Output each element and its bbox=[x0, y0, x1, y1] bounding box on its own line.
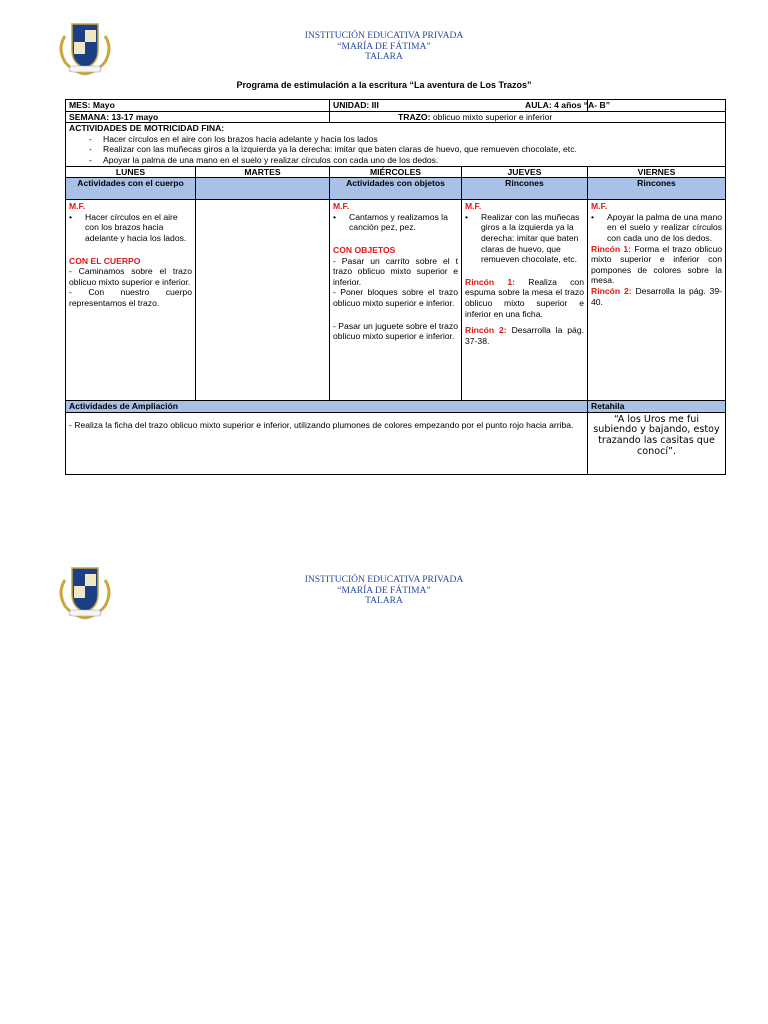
day-lunes: LUNES bbox=[66, 166, 196, 178]
ampliacion-header-row bbox=[66, 401, 726, 413]
info-row-1 bbox=[66, 100, 726, 112]
activities-row bbox=[66, 200, 726, 401]
category-martes bbox=[196, 178, 330, 200]
viernes-mf-label: M.F. bbox=[591, 201, 608, 212]
viernes-rincon-2 bbox=[591, 286, 722, 307]
category-viernes: Rincones bbox=[588, 178, 726, 200]
institution-line-3: TALARA bbox=[365, 596, 403, 606]
ampliacion-text: - Realiza la ficha del trazo oblicuo mixto superior e inferior, utilizando plumones de colores empezando por el punto rojo hacia arriba. bbox=[66, 412, 588, 474]
viernes-rincon-2-text: Desarrolla la pág. 39-40. bbox=[591, 285, 722, 307]
miercoles-line-3: - Pasar un juguete sobre el trazo oblicuo mixto superior e inferior. bbox=[333, 320, 458, 342]
lunes-line-2: - Con nuestro cuerpo representamos el trazo. bbox=[69, 287, 192, 308]
day-martes: MARTES bbox=[196, 166, 330, 178]
trazo-cell bbox=[330, 111, 726, 123]
day-miercoles: MIÉRCOLES bbox=[330, 166, 462, 178]
institution-line-3: TALARA bbox=[365, 52, 403, 62]
lunes-mf-label: M.F. bbox=[69, 201, 86, 212]
trazo-label: TRAZO: bbox=[398, 111, 431, 122]
aula-label: AULA: 4 años “A- B” bbox=[525, 100, 610, 110]
lunes-activities bbox=[66, 200, 196, 401]
viernes-rincon-1-text: Forma el trazo oblicuo mixto superior e inferior con pompones de colores sobre la mesa. bbox=[591, 243, 723, 286]
institution-line-1: INSTITUCIÓN EDUCATIVA PRIVADA bbox=[304, 575, 464, 585]
miercoles-mf-label: M.F. bbox=[333, 201, 350, 212]
miercoles-activities bbox=[330, 200, 462, 401]
header-top bbox=[0, 18, 768, 88]
unidad-cell: UNIDAD: III bbox=[330, 100, 588, 112]
semana-cell: SEMANA: 13-17 mayo bbox=[66, 111, 330, 123]
motricidad-item: - Hacer círculos en el aire con los brazos hacia adelante y hacia los lados bbox=[89, 134, 722, 145]
retahila-title: Retahila bbox=[588, 401, 726, 413]
jueves-rincon-1 bbox=[465, 277, 584, 319]
bullet-dot-icon: • bbox=[591, 211, 595, 222]
viernes-bullet bbox=[591, 212, 722, 244]
miercoles-bullet bbox=[333, 212, 458, 233]
jueves-bullet bbox=[465, 212, 584, 265]
lunes-section-title: CON EL CUERPO bbox=[69, 255, 141, 266]
aula-cell bbox=[525, 100, 726, 112]
lesson-plan-table bbox=[65, 99, 726, 475]
miercoles-bullet-text: Cantamos y realizamos la canción pez, pez. bbox=[349, 211, 448, 233]
institution-name bbox=[0, 31, 768, 63]
ampliacion-title: Actividades de Ampliación bbox=[66, 401, 588, 413]
viernes-rincon-2-label: Rincón 2: bbox=[591, 285, 632, 296]
lunes-bullet-text: Hacer círculos en el aire con los brazos hacia adelante y hacia los lados. bbox=[85, 211, 187, 243]
day-jueves: JUEVES bbox=[462, 166, 588, 178]
viernes-rincon-1-label: Rincón 1: bbox=[591, 243, 632, 254]
categories-row bbox=[66, 178, 726, 200]
jueves-activities bbox=[462, 200, 588, 401]
lunes-bullet bbox=[69, 212, 192, 244]
category-miercoles: Actividades con objetos bbox=[330, 178, 462, 200]
viernes-activities bbox=[588, 200, 726, 401]
bullet-dot-icon: • bbox=[333, 211, 337, 222]
miercoles-line-1: - Pasar un carrito sobre el t trazo oblicuo mixto superior e inferior. bbox=[333, 255, 458, 287]
ampliacion-row bbox=[66, 412, 726, 474]
days-header-row bbox=[66, 166, 726, 178]
jueves-rincon-1-text: Realiza con espuma sobre la mesa el trazo oblicuo mixto superior e inferior en una ficha. bbox=[465, 276, 584, 319]
motricidad-item: - Realizar con las muñecas giros a la izquierda ya la derecha: imitar que baten claras de huevo, que remueven chocolate, etc. bbox=[89, 144, 722, 155]
category-lunes: Actividades con el cuerpo bbox=[66, 178, 196, 200]
jueves-rincon-2 bbox=[465, 325, 584, 346]
institution-line-2: “MARÍA DE FÁTIMA” bbox=[337, 585, 431, 596]
motricidad-title: ACTIVIDADES DE MOTRICIDAD FINA: bbox=[69, 123, 225, 134]
jueves-rincon-1-label: Rincón 1: bbox=[465, 276, 515, 287]
motricidad-list bbox=[69, 134, 722, 166]
retahila-text: “A los Uros me fui subiendo y bajando, estoy trazando las casitas que conocí”. bbox=[588, 412, 726, 474]
institution-line-1: INSTITUCIÓN EDUCATIVA PRIVADA bbox=[304, 31, 464, 41]
mes-cell: MES: Mayo bbox=[66, 100, 330, 112]
bullet-dot-icon: • bbox=[69, 211, 73, 222]
institution-line-2: “MARÍA DE FÁTIMA” bbox=[337, 41, 431, 52]
motricidad-cell bbox=[66, 123, 726, 166]
motricidad-row bbox=[66, 123, 726, 166]
jueves-rincon-2-text: Desarrolla la pág. 37-38. bbox=[465, 325, 584, 346]
jueves-mf-label: M.F. bbox=[465, 201, 482, 212]
martes-activities bbox=[196, 200, 330, 401]
trazo-value: oblicuo mixto superior e inferior bbox=[430, 111, 553, 122]
bullet-dot-icon: • bbox=[465, 211, 469, 222]
info-row-2 bbox=[66, 111, 726, 123]
category-jueves: Rincones bbox=[462, 178, 588, 200]
lunes-line-1: - Caminamos sobre el trazo oblicuo mixto superior e inferior. bbox=[69, 266, 192, 287]
jueves-bullet-text: Realizar con las muñecas giros a la izquierda ya la derecha: imitar que baten claras de huevo, que remueven chocolate, etc. bbox=[481, 211, 580, 265]
day-viernes: VIERNES bbox=[588, 166, 726, 178]
jueves-rincon-2-label: Rincón 2: bbox=[465, 325, 507, 336]
institution-name bbox=[0, 575, 768, 607]
header-second-page bbox=[0, 562, 768, 632]
motricidad-item: - Apoyar la palma de una mano en el suelo y realizar círculos con cada uno de los dedos. bbox=[89, 155, 722, 166]
miercoles-section-title: CON OBJETOS bbox=[333, 244, 396, 255]
miercoles-line-2: - Poner bloques sobre el trazo oblicuo mixto superior e inferior. bbox=[333, 287, 458, 308]
viernes-bullet-text: Apoyar la palma de una mano en el suelo y realizar círculos con cada uno de los dedos. bbox=[607, 211, 722, 243]
program-title: Programa de estimulación a la escritura “La aventura de Los Trazos” bbox=[236, 80, 532, 90]
viernes-rincon-1 bbox=[591, 244, 722, 286]
